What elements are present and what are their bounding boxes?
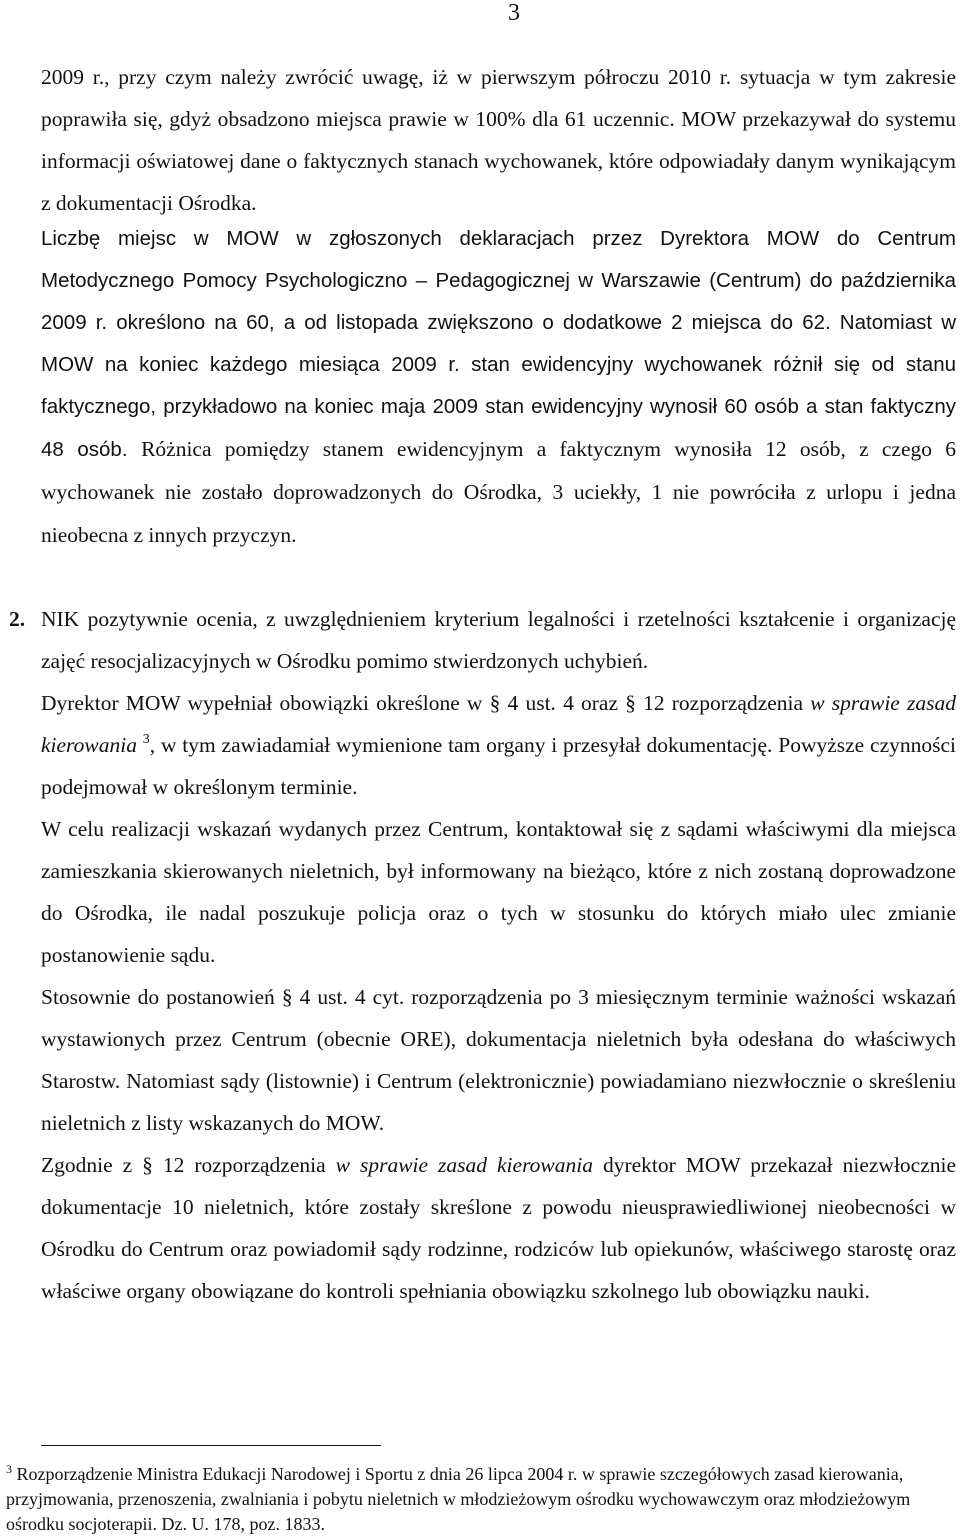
page-number: 3 bbox=[508, 0, 520, 26]
paragraph-intro bbox=[41, 56, 956, 224]
section-2-intro: NIK pozytywnie ocenia, z uwzględnieniem kryterium legalności i rzetelności kształcenie i organizację zajęć resocjalizacyjnych w Ośrodku pomimo stwierdzonych uchybień. bbox=[41, 607, 956, 673]
footnote-divider bbox=[41, 1445, 381, 1446]
paragraph-2b: Różnica pomiędzy stanem ewidencyjnym a faktycznym wynosiła 12 osób, z czego 6 wychowanek nie zostało doprowadzonych do Ośrodka, 3 uciekły, 1 nie powróciła z urlopu i jedna nieobecna z innych przyczyn. bbox=[41, 437, 956, 547]
paragraph-2a: Liczbę miejsc w MOW w zgłoszonych deklaracjach przez Dyrektora MOW do Centrum Metodycznego Pomocy Psychologiczno – Pedagogicznej w Warszawie (Centrum) do października 2009 r. określono na 60, a od listopada zwiększono o dodatkowe 2 miejsca do 62. Natomiast w MOW na koniec każdego miesiąca 2009 r. stan ewidencyjny wychowanek różnił się od stanu faktycznego, przykładowo na koniec maja 2009 stan ewidencyjny wynosił 60 osób a stan faktyczny 48 osób. bbox=[41, 227, 956, 461]
footnote-marker: 3 bbox=[6, 1462, 12, 1476]
paragraph-zgodnie: Zgodnie z § 12 rozporządzenia w sprawie zasad kierowania dyrektor MOW przekazał niezwłocznie dokumentacje 10 nieletnich, które zostały skreślone z powodu nieusprawiedliwionej nieobecności w Ośrodku do Centrum oraz powiadomił sądy rodzinne, rodziców lub opiekunów, właściwego starostę oraz właściwe organy obowiązane do kontroli spełniania obowiązku szkolnego lub obowiązku nauki. bbox=[41, 1153, 957, 1303]
section-2 bbox=[9, 598, 957, 1312]
paragraph-dyrektor: Dyrektor MOW wypełniał obowiązki określone w § 4 ust. 4 oraz § 12 rozporządzenia w sprawie zasad kierowania $^3$, w tym zawiadamiał wymienione tam organy i przesyłał dokumentację. Powyższe czynności podejmował w określonym terminie. bbox=[41, 691, 957, 799]
footnote-ref: 3 bbox=[142, 732, 150, 747]
paragraph-liczbe bbox=[41, 218, 956, 557]
section-number: 2. bbox=[9, 607, 26, 631]
paragraph-stosownie: Stosownie do postanowień § 4 ust. 4 cyt. rozporządzenia po 3 miesięcznym terminie ważności wskazań wystawionych przez Centrum (obecnie ORE), dokumentacja nieletnich była odesłana do właściwych Starostw. Natomiast sądy (listownie) i Centrum (elektronicznie) powiadamiano niezwłocznie o skreśleniu nieletnich z listy wskazanych do MOW. bbox=[41, 985, 956, 1135]
footnote bbox=[6, 1462, 956, 1537]
paragraph-w-celu: W celu realizacji wskazań wydanych przez Centrum, kontaktował się z sądami właściwymi dla miejsca zamieszkania skierowanych nieletnich, był informowany na bieżąco, które z nich zostaną doprowadzone do Ośrodka, ile nadal poszukuje policja oraz o tych w stosunku do których miało ulec zmianie postanowienie sądu. bbox=[41, 817, 956, 967]
paragraph-1: 2009 r., przy czym należy zwrócić uwagę, iż w pierwszym półroczu 2010 r. sytuacja w tym zakresie poprawiła się, gdyż obsadzono miejsca prawie w 100% dla 61 uczennic. MOW przekazywał do systemu informacji oświatowej dane o faktycznych stanach wychowanek, które odpowiadały danym wynikającym z dokumentacji Ośrodka. bbox=[41, 65, 956, 215]
footnote-text: Rozporządzenie Ministra Edukacji Narodowej i Sportu z dnia 26 lipca 2004 r. w sprawie szczegółowych zasad kierowania, przyjmowania, przenoszenia, zwalniania i pobytu nieletnich w młodzieżowym ośrodku wychowawczym oraz młodzieżowym ośrodku socjoterapii. Dz. U. 178, poz. 1833. bbox=[6, 1464, 911, 1534]
